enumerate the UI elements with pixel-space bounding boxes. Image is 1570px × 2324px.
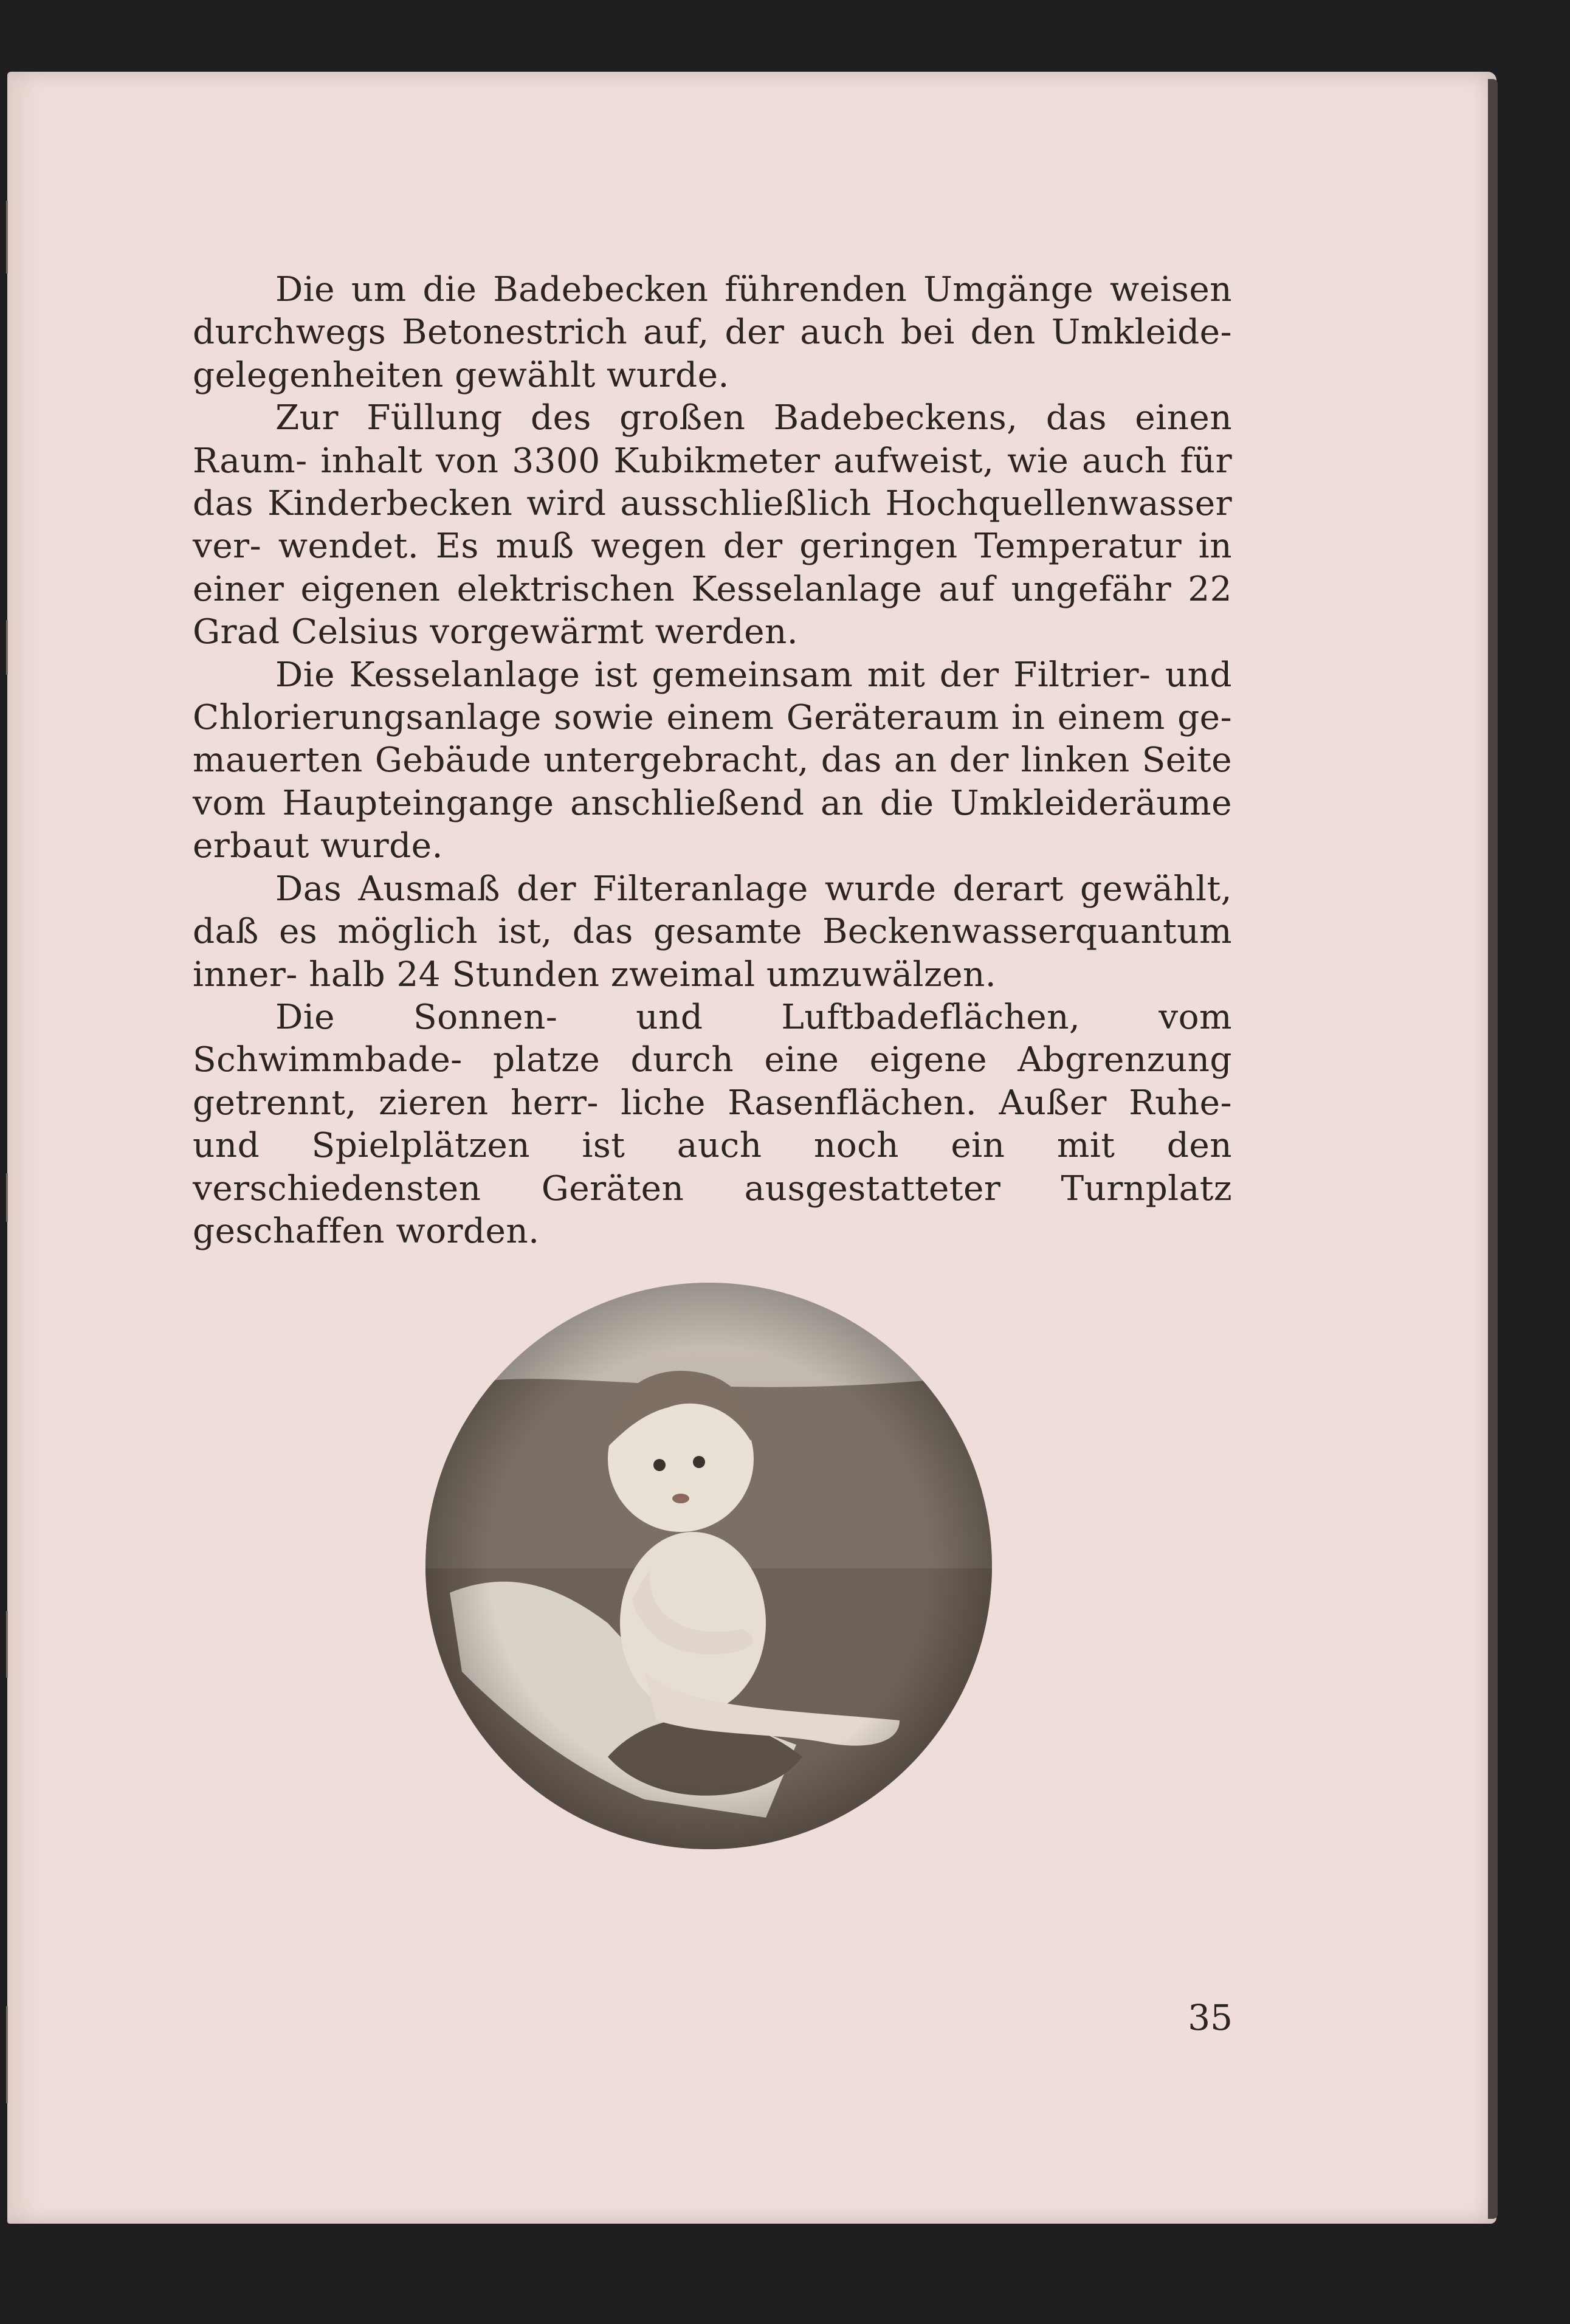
- paragraph: Die um die Badebecken führenden Umgänge weisen durchwegs Betonestrich auf, der auch bei den Umkleide- gelegenheiten gewählt wurde.: [193, 270, 1232, 395]
- paragraph: Die Sonnen- und Luftbadeflächen, vom Schwimmbade- platze durch eine eigene Abgrenzung getrennt, zieren herr- liche Rasenflächen. Außer Ruhe- und Spielplätzen ist auch noch ein mit den verschiedensten Geräten ausgestatteter Turnplatz geschaffen worden.: [193, 997, 1232, 1251]
- page-number: 35: [1188, 1997, 1233, 2038]
- paragraph: Das Ausmaß der Filteranlage wurde derart gewählt, daß es möglich ist, das gesamte Beckenwasserquantum inner- halb 24 Stunden zweimal umzuwälzen.: [193, 869, 1232, 995]
- spine-mark: [6, 1173, 8, 1222]
- paragraph: Die Kesselanlage ist gemeinsam mit der Filtrier- und Chlorierungsanlage sowie einem Geräteraum in einem ge- mauerten Gebäude untergebracht, das an der linken Seite vom Haupteingange anschließend an die Umkleideräume erbaut wurde.: [193, 655, 1232, 866]
- photo-vignette: [425, 1283, 992, 1849]
- photo-illustration: [425, 1283, 992, 1849]
- body-text: [193, 269, 1232, 1253]
- paragraph: Zur Füllung des großen Badebeckens, das einen Raum- inhalt von 3300 Kubikmeter aufweist, wie auch für das Kinderbecken wird ausschließlich Hochquellenwasser ver- wendet. Es muß wegen der geringen Temperatur in einer eigenen elektrischen Kesselanlage auf ungefähr 22 Grad Celsius vorgewärmt werden.: [193, 398, 1232, 652]
- spine-mark: [6, 620, 8, 675]
- spine-mark: [6, 201, 8, 274]
- child-photo: [425, 1283, 992, 1849]
- spine-mark: [6, 2006, 8, 2103]
- spine-mark: [6, 1611, 8, 1678]
- page-edge: [1488, 79, 1498, 2219]
